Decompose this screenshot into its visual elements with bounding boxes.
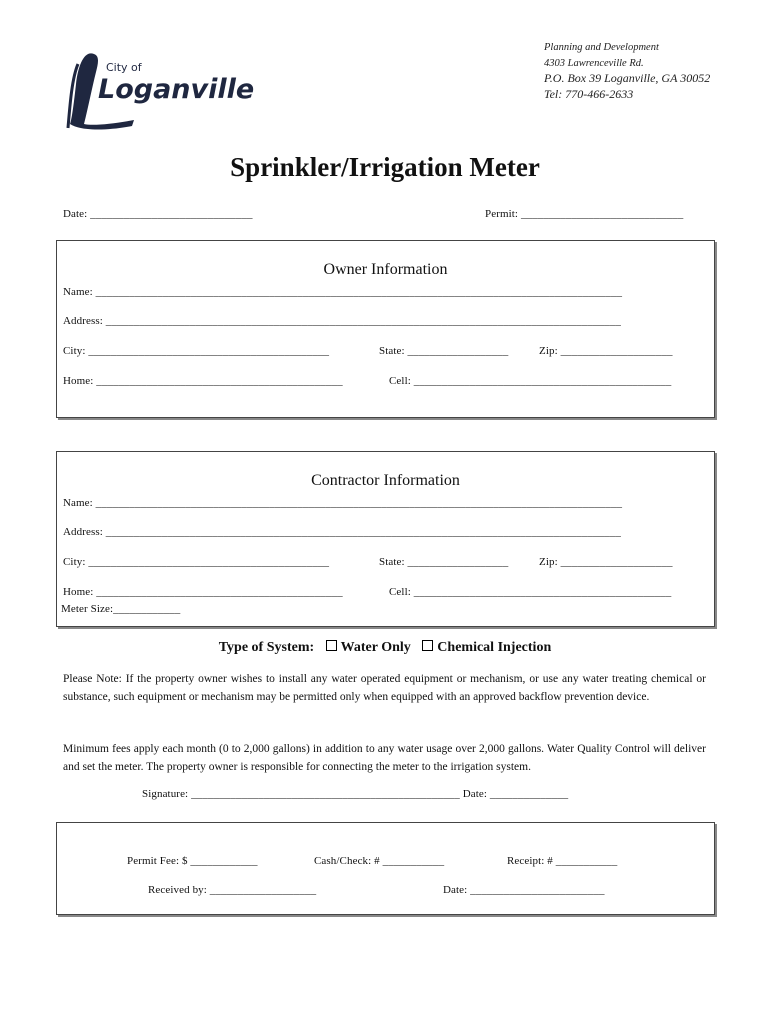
chemical-injection-checkbox[interactable] bbox=[422, 640, 433, 651]
chemical-injection-label: Chemical Injection bbox=[437, 640, 552, 655]
contractor-home-field[interactable]: Home: ____________________________________________ bbox=[63, 586, 343, 598]
owner-home-field[interactable]: Home: ____________________________________________ bbox=[63, 375, 343, 387]
owner-zip-field[interactable]: Zip: ____________________ bbox=[539, 345, 673, 357]
address-block bbox=[544, 40, 710, 102]
office-use-box bbox=[56, 822, 715, 915]
city-logo bbox=[62, 44, 255, 140]
meter-size-field[interactable]: Meter Size:____________ bbox=[61, 603, 181, 615]
po-box: P.O. Box 39 Loganville, GA 30052 bbox=[544, 71, 711, 85]
owner-state-field[interactable]: State: __________________ bbox=[379, 345, 509, 357]
owner-cell-field[interactable]: Cell: ______________________________________________ bbox=[389, 375, 672, 387]
department: Planning and Development bbox=[544, 42, 659, 53]
form-title: Sprinkler/Irrigation Meter bbox=[230, 152, 540, 182]
owner-name-field[interactable]: Name: ______________________________________________________________________________________________ bbox=[63, 286, 623, 298]
system-label: Type of System: bbox=[218, 640, 315, 655]
owner-city-field[interactable]: City: ___________________________________________ bbox=[63, 345, 330, 357]
contractor-address-field[interactable]: Address: ____________________________________________________________________________________________ bbox=[63, 526, 621, 538]
contractor-name-field[interactable]: Name: ______________________________________________________________________________________________ bbox=[63, 497, 623, 509]
water-only-label: Water Only bbox=[340, 640, 411, 655]
owner-address-field[interactable]: Address: ____________________________________________________________________________________________ bbox=[63, 315, 621, 327]
permit-field[interactable]: Permit: _____________________________ bbox=[485, 208, 684, 220]
water-only-checkbox[interactable] bbox=[326, 640, 337, 651]
telephone: Tel: 770-466-2633 bbox=[544, 86, 634, 101]
logo-loganville: Loganville bbox=[98, 74, 255, 105]
cash-check-field[interactable]: Cash/Check: # ___________ bbox=[314, 855, 445, 867]
owner-heading: Owner Information bbox=[323, 261, 448, 278]
backflow-note: Please Note: If the property owner wishes to install any water operated equipment or mechanism, or use any water treating chemical or substance, such equipment or mechanism may be permitted only when equipped with an approved backflow prevention device. bbox=[63, 673, 706, 703]
office-date-field[interactable]: Date: ________________________ bbox=[443, 884, 605, 896]
contractor-heading: Contractor Information bbox=[311, 472, 460, 489]
contractor-state-field[interactable]: State: __________________ bbox=[379, 556, 509, 568]
fees-note: Minimum fees apply each month (0 to 2,000 gallons) in addition to any water usage over 2,000 gallons. Water Quality Control will deliver and set the meter. The property owner is responsible for connecting the meter to the irrigation system. bbox=[63, 743, 706, 773]
receipt-field[interactable]: Receipt: # ___________ bbox=[507, 855, 618, 867]
permit-fee-field[interactable]: Permit Fee: $ ____________ bbox=[127, 855, 258, 867]
type-of-system bbox=[0, 640, 770, 656]
signature-field[interactable]: Signature: ________________________________________________ Date: ______________ bbox=[142, 788, 569, 800]
logo-city-of: City of bbox=[106, 61, 142, 74]
contractor-cell-field[interactable]: Cell: ______________________________________________ bbox=[389, 586, 672, 598]
owner-info-box bbox=[56, 240, 715, 418]
contractor-info-box bbox=[56, 451, 715, 627]
received-by-field[interactable]: Received by: ___________________ bbox=[148, 884, 317, 896]
contractor-zip-field[interactable]: Zip: ____________________ bbox=[539, 556, 673, 568]
contractor-city-field[interactable]: City: ___________________________________________ bbox=[63, 556, 330, 568]
date-field[interactable]: Date: _____________________________ bbox=[63, 208, 253, 220]
street-address: 4303 Lawrenceville Rd. bbox=[544, 57, 644, 69]
